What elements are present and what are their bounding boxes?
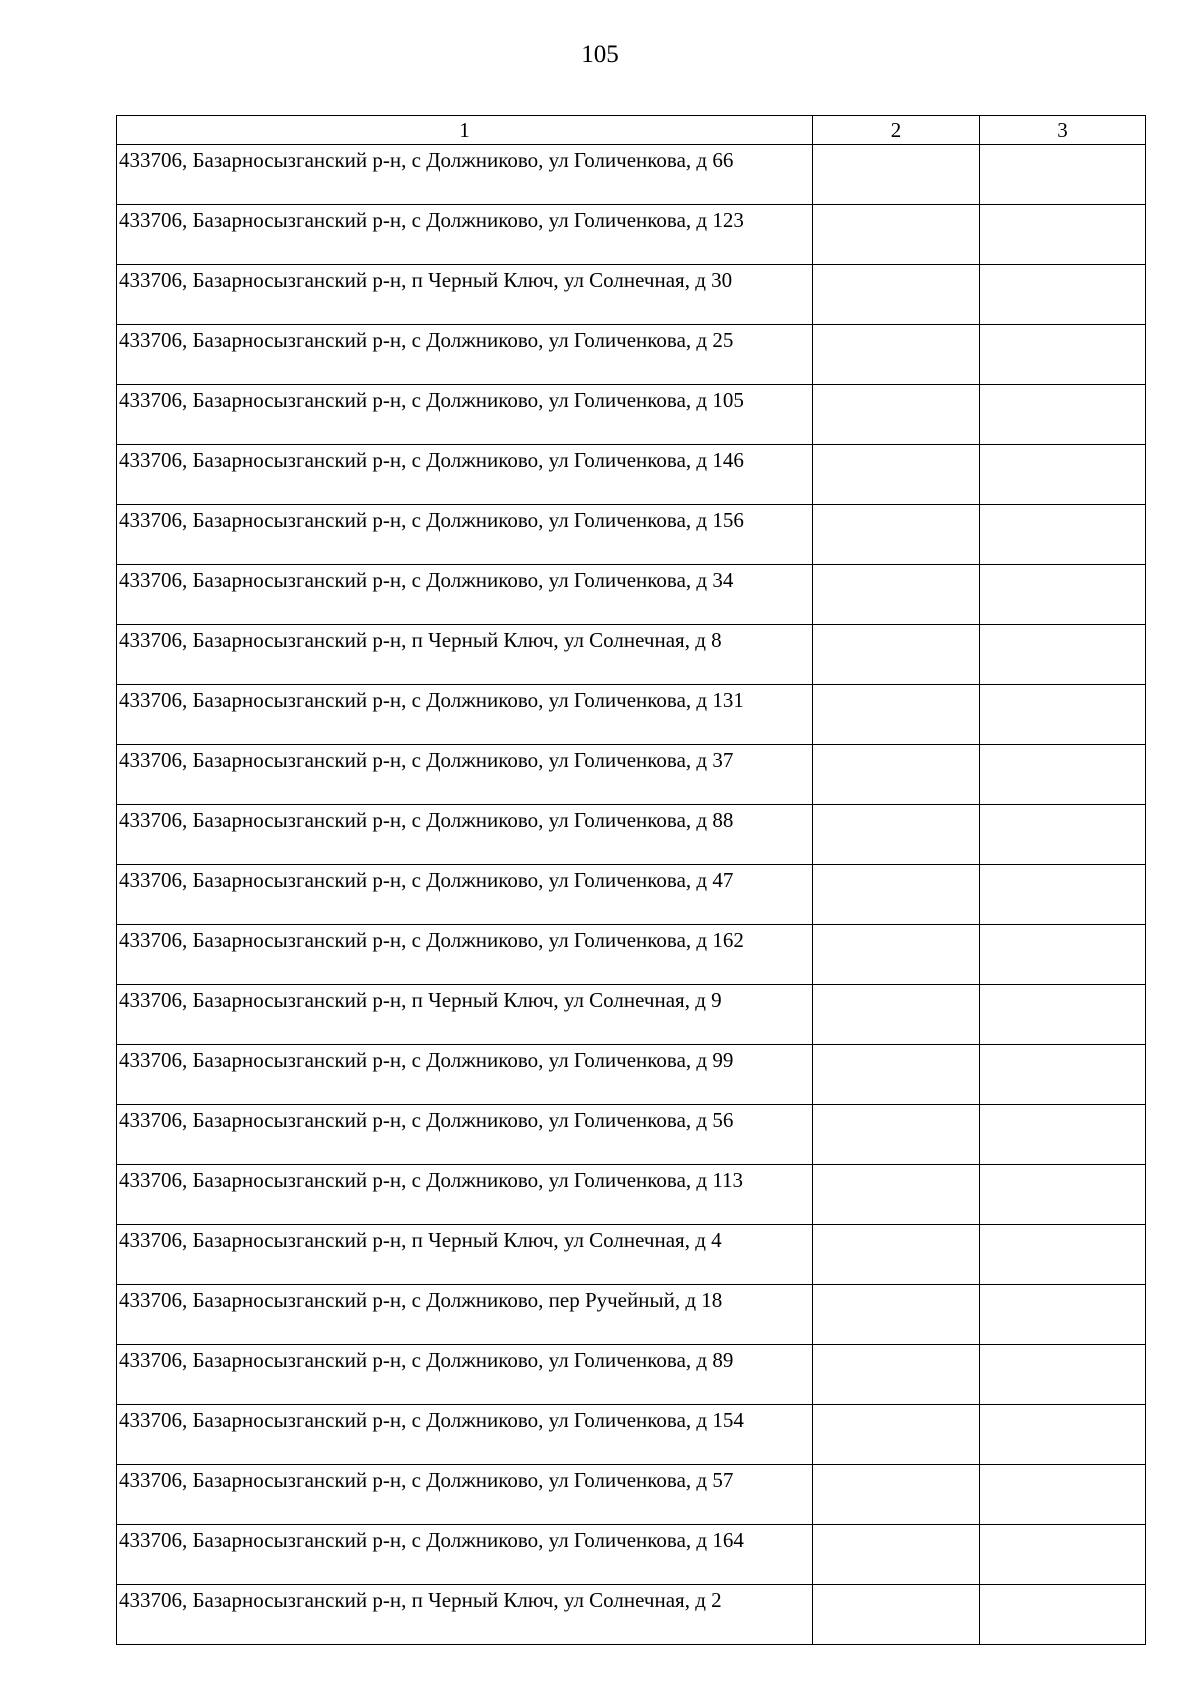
address-cell: 433706, Базарносызганский р-н, с Должниково, ул Голиченкова, д 25 xyxy=(117,325,813,385)
address-cell: 433706, Базарносызганский р-н, с Должниково, пер Ручейный, д 18 xyxy=(117,1285,813,1345)
table-row xyxy=(117,745,1146,805)
table-row xyxy=(117,205,1146,265)
table-row xyxy=(117,1165,1146,1225)
column-3-cell xyxy=(980,865,1146,925)
column-3-cell xyxy=(980,1585,1146,1645)
table-row xyxy=(117,805,1146,865)
table-row xyxy=(117,1285,1146,1345)
column-2-cell xyxy=(813,145,980,205)
address-cell: 433706, Базарносызганский р-н, с Должниково, ул Голиченкова, д 131 xyxy=(117,685,813,745)
table-row xyxy=(117,985,1146,1045)
address-cell: 433706, Базарносызганский р-н, с Должниково, ул Голиченкова, д 88 xyxy=(117,805,813,865)
column-2-cell xyxy=(813,1285,980,1345)
column-2-cell xyxy=(813,1525,980,1585)
column-3-cell xyxy=(980,985,1146,1045)
column-2-cell xyxy=(813,805,980,865)
address-cell: 433706, Базарносызганский р-н, с Должниково, ул Голиченкова, д 37 xyxy=(117,745,813,805)
column-3-cell xyxy=(980,1525,1146,1585)
table-row xyxy=(117,1525,1146,1585)
table-body xyxy=(117,145,1146,1645)
column-2-cell xyxy=(813,265,980,325)
table-row xyxy=(117,685,1146,745)
column-2-cell xyxy=(813,1345,980,1405)
address-cell: 433706, Базарносызганский р-н, п Черный Ключ, ул Солнечная, д 30 xyxy=(117,265,813,325)
table-row xyxy=(117,145,1146,205)
column-header-3: 3 xyxy=(980,116,1146,145)
table-row xyxy=(117,1585,1146,1645)
table-header xyxy=(117,116,1146,145)
table-row xyxy=(117,265,1146,325)
column-3-cell xyxy=(980,745,1146,805)
address-cell: 433706, Базарносызганский р-н, с Должниково, ул Голиченкова, д 57 xyxy=(117,1465,813,1525)
column-3-cell xyxy=(980,205,1146,265)
table-row xyxy=(117,925,1146,985)
table-row xyxy=(117,1345,1146,1405)
column-3-cell xyxy=(980,685,1146,745)
address-table xyxy=(116,115,1146,1645)
address-cell: 433706, Базарносызганский р-н, с Должниково, ул Голиченкова, д 99 xyxy=(117,1045,813,1105)
address-cell: 433706, Базарносызганский р-н, п Черный Ключ, ул Солнечная, д 2 xyxy=(117,1585,813,1645)
column-3-cell xyxy=(980,1465,1146,1525)
column-3-cell xyxy=(980,1345,1146,1405)
table-row xyxy=(117,1465,1146,1525)
address-cell: 433706, Базарносызганский р-н, с Должниково, ул Голиченкова, д 66 xyxy=(117,145,813,205)
address-cell: 433706, Базарносызганский р-н, с Должниково, ул Голиченкова, д 146 xyxy=(117,445,813,505)
column-2-cell xyxy=(813,1405,980,1465)
column-2-cell xyxy=(813,565,980,625)
address-cell: 433706, Базарносызганский р-н, с Должниково, ул Голиченкова, д 89 xyxy=(117,1345,813,1405)
column-3-cell xyxy=(980,805,1146,865)
table-row xyxy=(117,445,1146,505)
column-2-cell xyxy=(813,625,980,685)
table-row xyxy=(117,625,1146,685)
column-3-cell xyxy=(980,1165,1146,1225)
column-2-cell xyxy=(813,325,980,385)
address-cell: 433706, Базарносызганский р-н, с Должниково, ул Голиченкова, д 164 xyxy=(117,1525,813,1585)
column-2-cell xyxy=(813,1105,980,1165)
table-row xyxy=(117,565,1146,625)
column-3-cell xyxy=(980,445,1146,505)
column-3-cell xyxy=(980,505,1146,565)
column-3-cell xyxy=(980,325,1146,385)
column-2-cell xyxy=(813,505,980,565)
column-3-cell xyxy=(980,1405,1146,1465)
column-2-cell xyxy=(813,745,980,805)
address-cell: 433706, Базарносызганский р-н, с Должниково, ул Голиченкова, д 34 xyxy=(117,565,813,625)
column-3-cell xyxy=(980,265,1146,325)
table-row xyxy=(117,1405,1146,1465)
address-cell: 433706, Базарносызганский р-н, с Должниково, ул Голиченкова, д 105 xyxy=(117,385,813,445)
column-2-cell xyxy=(813,865,980,925)
table-row xyxy=(117,505,1146,565)
column-3-cell xyxy=(980,1285,1146,1345)
column-2-cell xyxy=(813,685,980,745)
table-row xyxy=(117,385,1146,445)
column-2-cell xyxy=(813,1585,980,1645)
address-cell: 433706, Базарносызганский р-н, с Должниково, ул Голиченкова, д 162 xyxy=(117,925,813,985)
column-2-cell xyxy=(813,925,980,985)
table-row xyxy=(117,1225,1146,1285)
column-2-cell xyxy=(813,1045,980,1105)
column-3-cell xyxy=(980,145,1146,205)
column-3-cell xyxy=(980,1105,1146,1165)
address-cell: 433706, Базарносызганский р-н, п Черный Ключ, ул Солнечная, д 8 xyxy=(117,625,813,685)
column-2-cell xyxy=(813,1465,980,1525)
column-3-cell xyxy=(980,1225,1146,1285)
table-row xyxy=(117,325,1146,385)
column-2-cell xyxy=(813,985,980,1045)
column-2-cell xyxy=(813,385,980,445)
column-3-cell xyxy=(980,565,1146,625)
column-3-cell xyxy=(980,925,1146,985)
address-cell: 433706, Базарносызганский р-н, с Должниково, ул Голиченкова, д 154 xyxy=(117,1405,813,1465)
column-2-cell xyxy=(813,205,980,265)
column-3-cell xyxy=(980,1045,1146,1105)
address-cell: 433706, Базарносызганский р-н, с Должниково, ул Голиченкова, д 123 xyxy=(117,205,813,265)
page-number: 105 xyxy=(581,41,619,68)
address-cell: 433706, Базарносызганский р-н, п Черный Ключ, ул Солнечная, д 9 xyxy=(117,985,813,1045)
column-3-cell xyxy=(980,625,1146,685)
address-cell: 433706, Базарносызганский р-н, с Должниково, ул Голиченкова, д 113 xyxy=(117,1165,813,1225)
table-row xyxy=(117,1105,1146,1165)
column-header-1: 1 xyxy=(117,116,813,145)
column-2-cell xyxy=(813,1165,980,1225)
column-2-cell xyxy=(813,445,980,505)
address-cell: 433706, Базарносызганский р-н, с Должниково, ул Голиченкова, д 47 xyxy=(117,865,813,925)
table-row xyxy=(117,1045,1146,1105)
address-cell: 433706, Базарносызганский р-н, п Черный Ключ, ул Солнечная, д 4 xyxy=(117,1225,813,1285)
column-3-cell xyxy=(980,385,1146,445)
address-cell: 433706, Базарносызганский р-н, с Должниково, ул Голиченкова, д 156 xyxy=(117,505,813,565)
column-header-2: 2 xyxy=(813,116,980,145)
column-2-cell xyxy=(813,1225,980,1285)
table-row xyxy=(117,865,1146,925)
address-cell: 433706, Базарносызганский р-н, с Должниково, ул Голиченкова, д 56 xyxy=(117,1105,813,1165)
header-row xyxy=(117,116,1146,145)
